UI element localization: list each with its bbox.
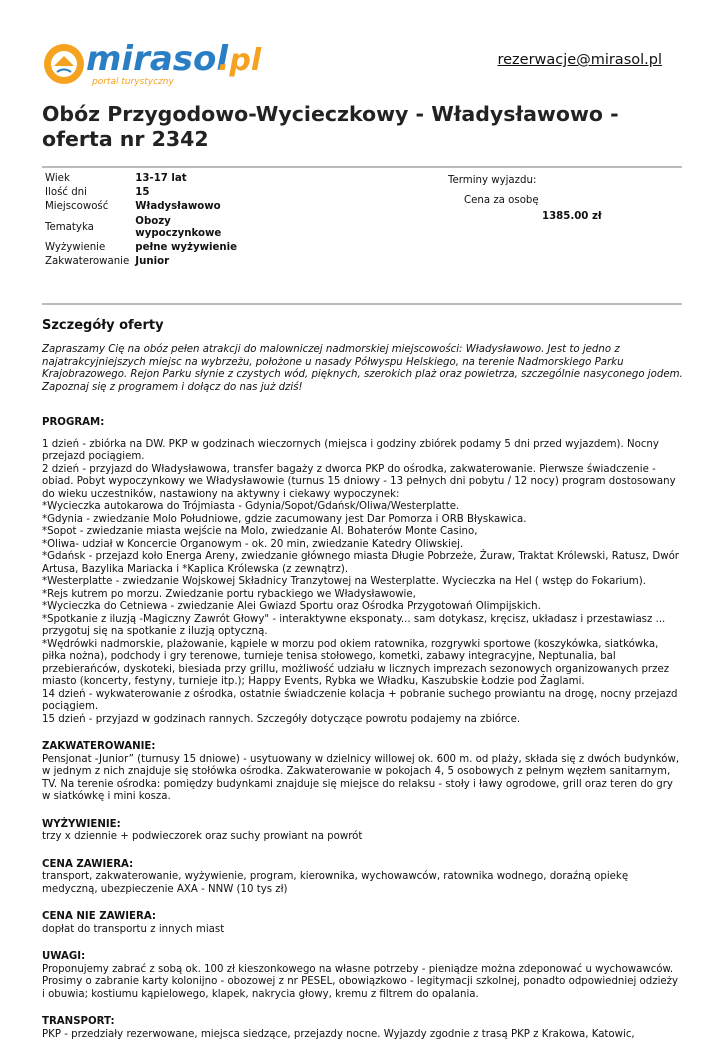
transport-title: TRANSPORT: <box>42 1016 684 1029</box>
program-line: *Spotkanie z iluzją -Magiczny Zawrót Głowy" - interaktywne eksponaty... sam dotykasz, kręcisz, układasz i przestawiasz ... przygotuj się na spotkanie z iluzją optyczną. <box>42 614 684 639</box>
info-value: pełne wyżywienie <box>132 241 248 255</box>
program-line: *Wędrówki nadmorskie, plażowanie, kąpiele w morzu pod okiem ratownika, rozgrywki sportowe (koszykówka, siatkówka, piłka nożna), podchody i gry terenowe, turnieje tenisa stołowego, kometki, zabawy integracyjne, Neptunalia, bal przebierańców, dyskoteki, biesiada przy grillu, możliwość udziału w licznych imprezach sezonowych organizowanych przez miasto (koncerty, festyny, turnieje itp.); Happy Events, Rybka we Władku, Kaszubskie Łodzie pod Żaglami. <box>42 639 684 689</box>
accommodation-title: ZAKWATEROWANIE: <box>42 741 684 754</box>
program-line: *Gdynia - zwiedzanie Molo Południowe, gdzie zacumowany jest Dar Pomorza i ORB Błyskawica. <box>42 514 684 527</box>
email-link[interactable]: rezerwacje@mirasol.pl <box>497 54 662 67</box>
info-label: Wyżywienie <box>42 241 132 255</box>
price-label: Cena za osobę <box>464 195 539 208</box>
program-line: *Oliwa- udział w Koncercie Organowym - ok. 20 min, zwiedzanie Katedry Oliwskiej. <box>42 539 684 552</box>
info-row <box>42 241 248 255</box>
svg-text:portal turystyczny: portal turystyczny <box>91 77 175 87</box>
program-line: *Rejs kutrem po morzu. Zwiedzanie portu rybackiego we Władysławowie, <box>42 589 684 602</box>
info-value: 15 <box>132 186 248 200</box>
divider-bottom <box>42 303 682 305</box>
price-excludes-text: dopłat do transportu z innych miast <box>42 924 684 937</box>
info-label: Miejscowość <box>42 200 132 214</box>
info-row <box>42 186 248 200</box>
info-label: Zakwaterowanie <box>42 255 132 269</box>
program-line: 14 dzień - wykwaterowanie z ośrodka, ostatnie świadczenie kolacja + pobranie suchego prowiantu na drogę, nocny przejazd pociągiem. <box>42 689 684 714</box>
info-value: Junior <box>132 255 248 269</box>
program-line: 2 dzień - przyjazd do Władysławowa, transfer bagaży z dworca PKP do ośrodka, zakwaterowanie. Pierwsze świadczenie - obiad. Pobyt wypoczynkowy we Władysławowie (turnus 15 dniowy - 13 pełnych dni pobytu / 12 nocy) program dostosowany do wieku uczestników, nastawiony na aktywny i ciekawy wypoczynek: <box>42 464 684 502</box>
program-line: *Wycieczka do Cetniewa - zwiedzanie Alei Gwiazd Sportu oraz Ośrodka Przygotowań Olimpijskich. <box>42 601 684 614</box>
info-table <box>42 172 248 269</box>
notes-title: UWAGI: <box>42 951 684 964</box>
info-row <box>42 200 248 214</box>
info-row <box>42 215 248 241</box>
price-excludes-title: CENA NIE ZAWIERA: <box>42 911 684 924</box>
info-value: Władysławowo <box>132 200 248 214</box>
info-value: Obozy wypoczynkowe <box>132 215 248 241</box>
terms-label: Terminy wyjazdu: <box>448 175 536 188</box>
info-row <box>42 255 248 269</box>
food-text: trzy x dziennie + podwieczorek oraz suchy prowiant na powrót <box>42 831 684 844</box>
page-title: Obóz Przygodowo-Wycieczkowy - Władysławowo - oferta nr 2342 <box>42 102 662 152</box>
info-label: Tematyka <box>42 215 132 241</box>
details-title: Szczegóły oferty <box>42 318 684 334</box>
program-line: 15 dzień - przyjazd w godzinach rannych. Szczegóły dotyczące powrotu podajemy na zbiórce. <box>42 714 684 727</box>
divider-top <box>42 166 682 168</box>
header <box>40 36 680 96</box>
accommodation-text: Pensjonat -Junior” (turnusy 15 dniowe) - usytuowany w dzielnicy willowej ok. 600 m. od plaży, składa się z dwóch budynków, w jednym z nich znajduje się stołówka ośrodka. Zakwaterowanie w pokojach 4, 5 osobowych z pełnym węzłem sanitarnym, TV. Na terenie ośrodka: pomiędzy budynkami znajduje się miejsce do relaksu - stoły i ławy ogrodowe, grill oraz teren do gry w siatkówkę i mini kosza. <box>42 754 684 804</box>
mirasol-logo[interactable] <box>40 36 270 92</box>
info-label: Wiek <box>42 172 132 186</box>
food-title: WYŻYWIENIE: <box>42 819 684 832</box>
program-line: *Wycieczka autokarowa do Trójmiasta - Gdynia/Sopot/Gdańsk/Oliwa/Westerplatte. <box>42 501 684 514</box>
program-line: *Sopot - zwiedzanie miasta wejście na Molo, zwiedzanie Al. Bohaterów Monte Casino, <box>42 526 684 539</box>
info-label: Ilość dni <box>42 186 132 200</box>
program-line: *Westerplatte - zwiedzanie Wojskowej Składnicy Tranzytowej na Westerplatte. Wycieczka na Hel ( wstęp do Fokarium). <box>42 576 684 589</box>
svg-text:mirasol: mirasol <box>86 39 229 79</box>
program-title: PROGRAM: <box>42 417 684 430</box>
program-line: 1 dzień - zbiórka na DW. PKP w godzinach wieczornych (miejsca i godziny zbiórek podamy 5 dni przed wyjazdem). Nocny przejazd pociągiem. <box>42 439 684 464</box>
price-includes-text: transport, zakwaterowanie, wyżywienie, program, kierownika, wychowawców, ratownika wodnego, doraźną opiekę medyczną, ubezpieczenie AXA - NNW (10 tys zł) <box>42 871 684 896</box>
info-row <box>42 172 248 186</box>
price-includes-title: CENA ZAWIERA: <box>42 859 684 872</box>
price-value: 1385.00 zł <box>542 211 602 224</box>
offer-details <box>42 318 684 1041</box>
intro-text: Zapraszamy Cię na obóz pełen atrakcji do malowniczej nadmorskiej miejscowości: Władysławowo. Jest to jedno z najatrakcyjniejszych miejsc na wybrzeżu, położone u nasady Półwyspu Helskiego, na terenie Nadmorskiego Parku Krajobrazowego. Rejon Parku słynie z czystych wód, pięknych, szerokich plaż oraz powietrza, szczególnie nasyconego jodem. Zapoznaj się z programem i dołącz do nas już dziś! <box>42 344 684 394</box>
svg-text:.pl: .pl <box>218 43 262 78</box>
program-line: *Gdańsk - przejazd koło Energa Areny, zwiedzanie głównego miasta Długie Pobrzeże, Żuraw, Traktat Królewski, Ratusz, Dwór Artusa, Bazylika Mariacka i *Kaplica Królewska (z zewnątrz). <box>42 551 684 576</box>
info-value: 13-17 lat <box>132 172 248 186</box>
notes-text: Proponujemy zabrać z sobą ok. 100 zł kieszonkowego na własne potrzeby - pieniądze można zdeponować u wychowawców. Prosimy o zabranie karty kolonijno - obozowej z nr PESEL, obowiązkowo - legitymacji szkolnej, ponadto odpowiedniej odzieży i obuwia; kostiumu kąpielowego, klapek, nakrycia głowy, kremu z filtrem do opalania. <box>42 964 684 1002</box>
transport-text: PKP - przedziały rezerwowane, miejsca siedzące, przejazdy nocne. Wyjazdy zgodnie z trasą PKP z Krakowa, Katowic, <box>42 1029 684 1041</box>
